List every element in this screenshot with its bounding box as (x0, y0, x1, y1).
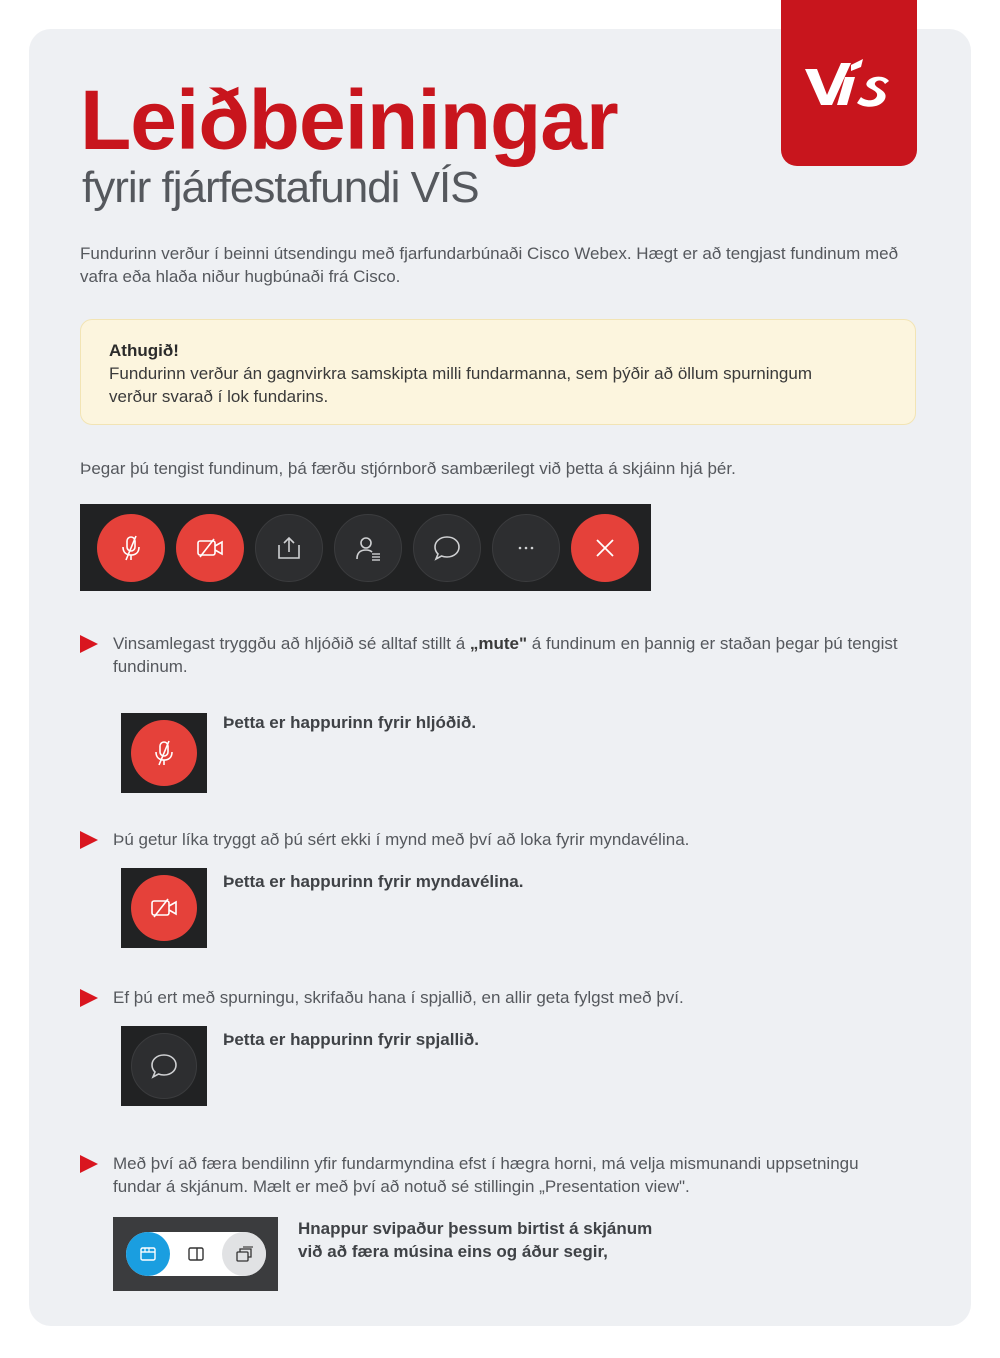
participants-icon (353, 533, 383, 563)
step-mute-text-after: á fundinum en þannig er staðan þegar þú tengist fundinum. (113, 634, 898, 676)
webex-toolbar (80, 504, 651, 591)
notice-title: Athugið! (109, 341, 179, 360)
step-mute-text-bold: „mute" (469, 634, 528, 653)
step-layout (80, 1152, 900, 1198)
step-mute (80, 632, 900, 678)
step-chat-text: Ef þú ert með spurningu, skrifaðu hana í spjallið, en allir geta fylgst með því. (113, 988, 684, 1007)
chat-caption: Þetta er happurinn fyrir spjallið. (223, 1030, 479, 1049)
vis-logo-mark (801, 55, 897, 111)
mute-button-example (121, 713, 207, 793)
side-by-side-view-icon (186, 1244, 206, 1264)
bullet-arrow-icon (80, 831, 98, 849)
layout-switcher-example (113, 1217, 278, 1291)
bullet-arrow-icon (80, 635, 98, 653)
chat-icon (432, 533, 462, 563)
layout-option-stack[interactable] (222, 1232, 266, 1276)
share-icon (274, 533, 304, 563)
layout-caption-line2: við að færa músina eins og áður segir, (298, 1242, 608, 1261)
layout-caption (298, 1217, 718, 1263)
layout-switcher (126, 1232, 266, 1276)
camera-off-icon (149, 893, 179, 923)
participants-button[interactable] (334, 514, 402, 582)
layout-option-side-by-side[interactable] (174, 1232, 218, 1276)
mute-caption: Þetta er happurinn fyrir hljóðið. (223, 713, 477, 732)
step-mute-text-before: Vinsamlegast tryggðu að hljóðið sé alltaf stillt á (113, 634, 470, 653)
step-camera-text: Þú getur líka tryggt að þú sért ekki í mynd með því að loka fyrir myndavélina. (113, 830, 690, 849)
step-camera (80, 828, 900, 851)
chat-icon (149, 1051, 179, 1081)
layout-caption-line1: Hnappur svipaður þessum birtist á skjánum (298, 1219, 653, 1238)
mute-button-sample (131, 720, 197, 786)
vis-logo (781, 0, 917, 166)
close-icon (590, 533, 620, 563)
mic-muted-icon (116, 533, 146, 563)
bullet-arrow-icon (80, 1155, 98, 1173)
step-chat (80, 986, 900, 1009)
leave-button[interactable] (571, 514, 639, 582)
mic-muted-icon (149, 738, 179, 768)
bullet-arrow-icon (80, 989, 98, 1007)
notice-text: Fundurinn verður án gagnvirkra samskipta milli fundarmanna, sem þýðir að öllum spurningum verður svarað í lok fundarins. (109, 364, 812, 406)
layout-option-presentation[interactable] (126, 1232, 170, 1276)
camera-button-sample (131, 875, 197, 941)
step-layout-text: Með því að færa bendilinn yfir fundarmyndina efst í hægra horni, má velja mismunandi uppsetningu fundar á skjánum. Mælt er með því að notuð sé stillingin „Presentation view". (113, 1154, 859, 1196)
step-mute-text (113, 632, 900, 678)
notice-box (80, 319, 916, 425)
page-subtitle: fyrir fjárfestafundi VÍS (82, 163, 479, 212)
more-button[interactable] (492, 514, 560, 582)
toolbar-lead-text: Þegar þú tengist fundinum, þá færðu stjórnborð sambærilegt við þetta á skjáinn hjá þér. (80, 459, 736, 478)
chat-button-sample (131, 1033, 197, 1099)
page-title: Leiðbeiningar (80, 73, 618, 167)
intro-paragraph: Fundurinn verður í beinni útsendingu með fjarfundarbúnaði Cisco Webex. Hægt er að tengjast fundinum með vafra eða hlaða niður hugbúnaði frá Cisco. (80, 244, 899, 286)
chat-button[interactable] (413, 514, 481, 582)
presentation-view-icon (138, 1244, 158, 1264)
stack-view-icon (234, 1244, 254, 1264)
camera-caption: Þetta er happurinn fyrir myndavélina. (223, 872, 524, 891)
share-button[interactable] (255, 514, 323, 582)
chat-button-example (121, 1026, 207, 1106)
camera-button[interactable] (176, 514, 244, 582)
camera-button-example (121, 868, 207, 948)
mute-button[interactable] (97, 514, 165, 582)
more-icon (511, 533, 541, 563)
camera-off-icon (195, 533, 225, 563)
